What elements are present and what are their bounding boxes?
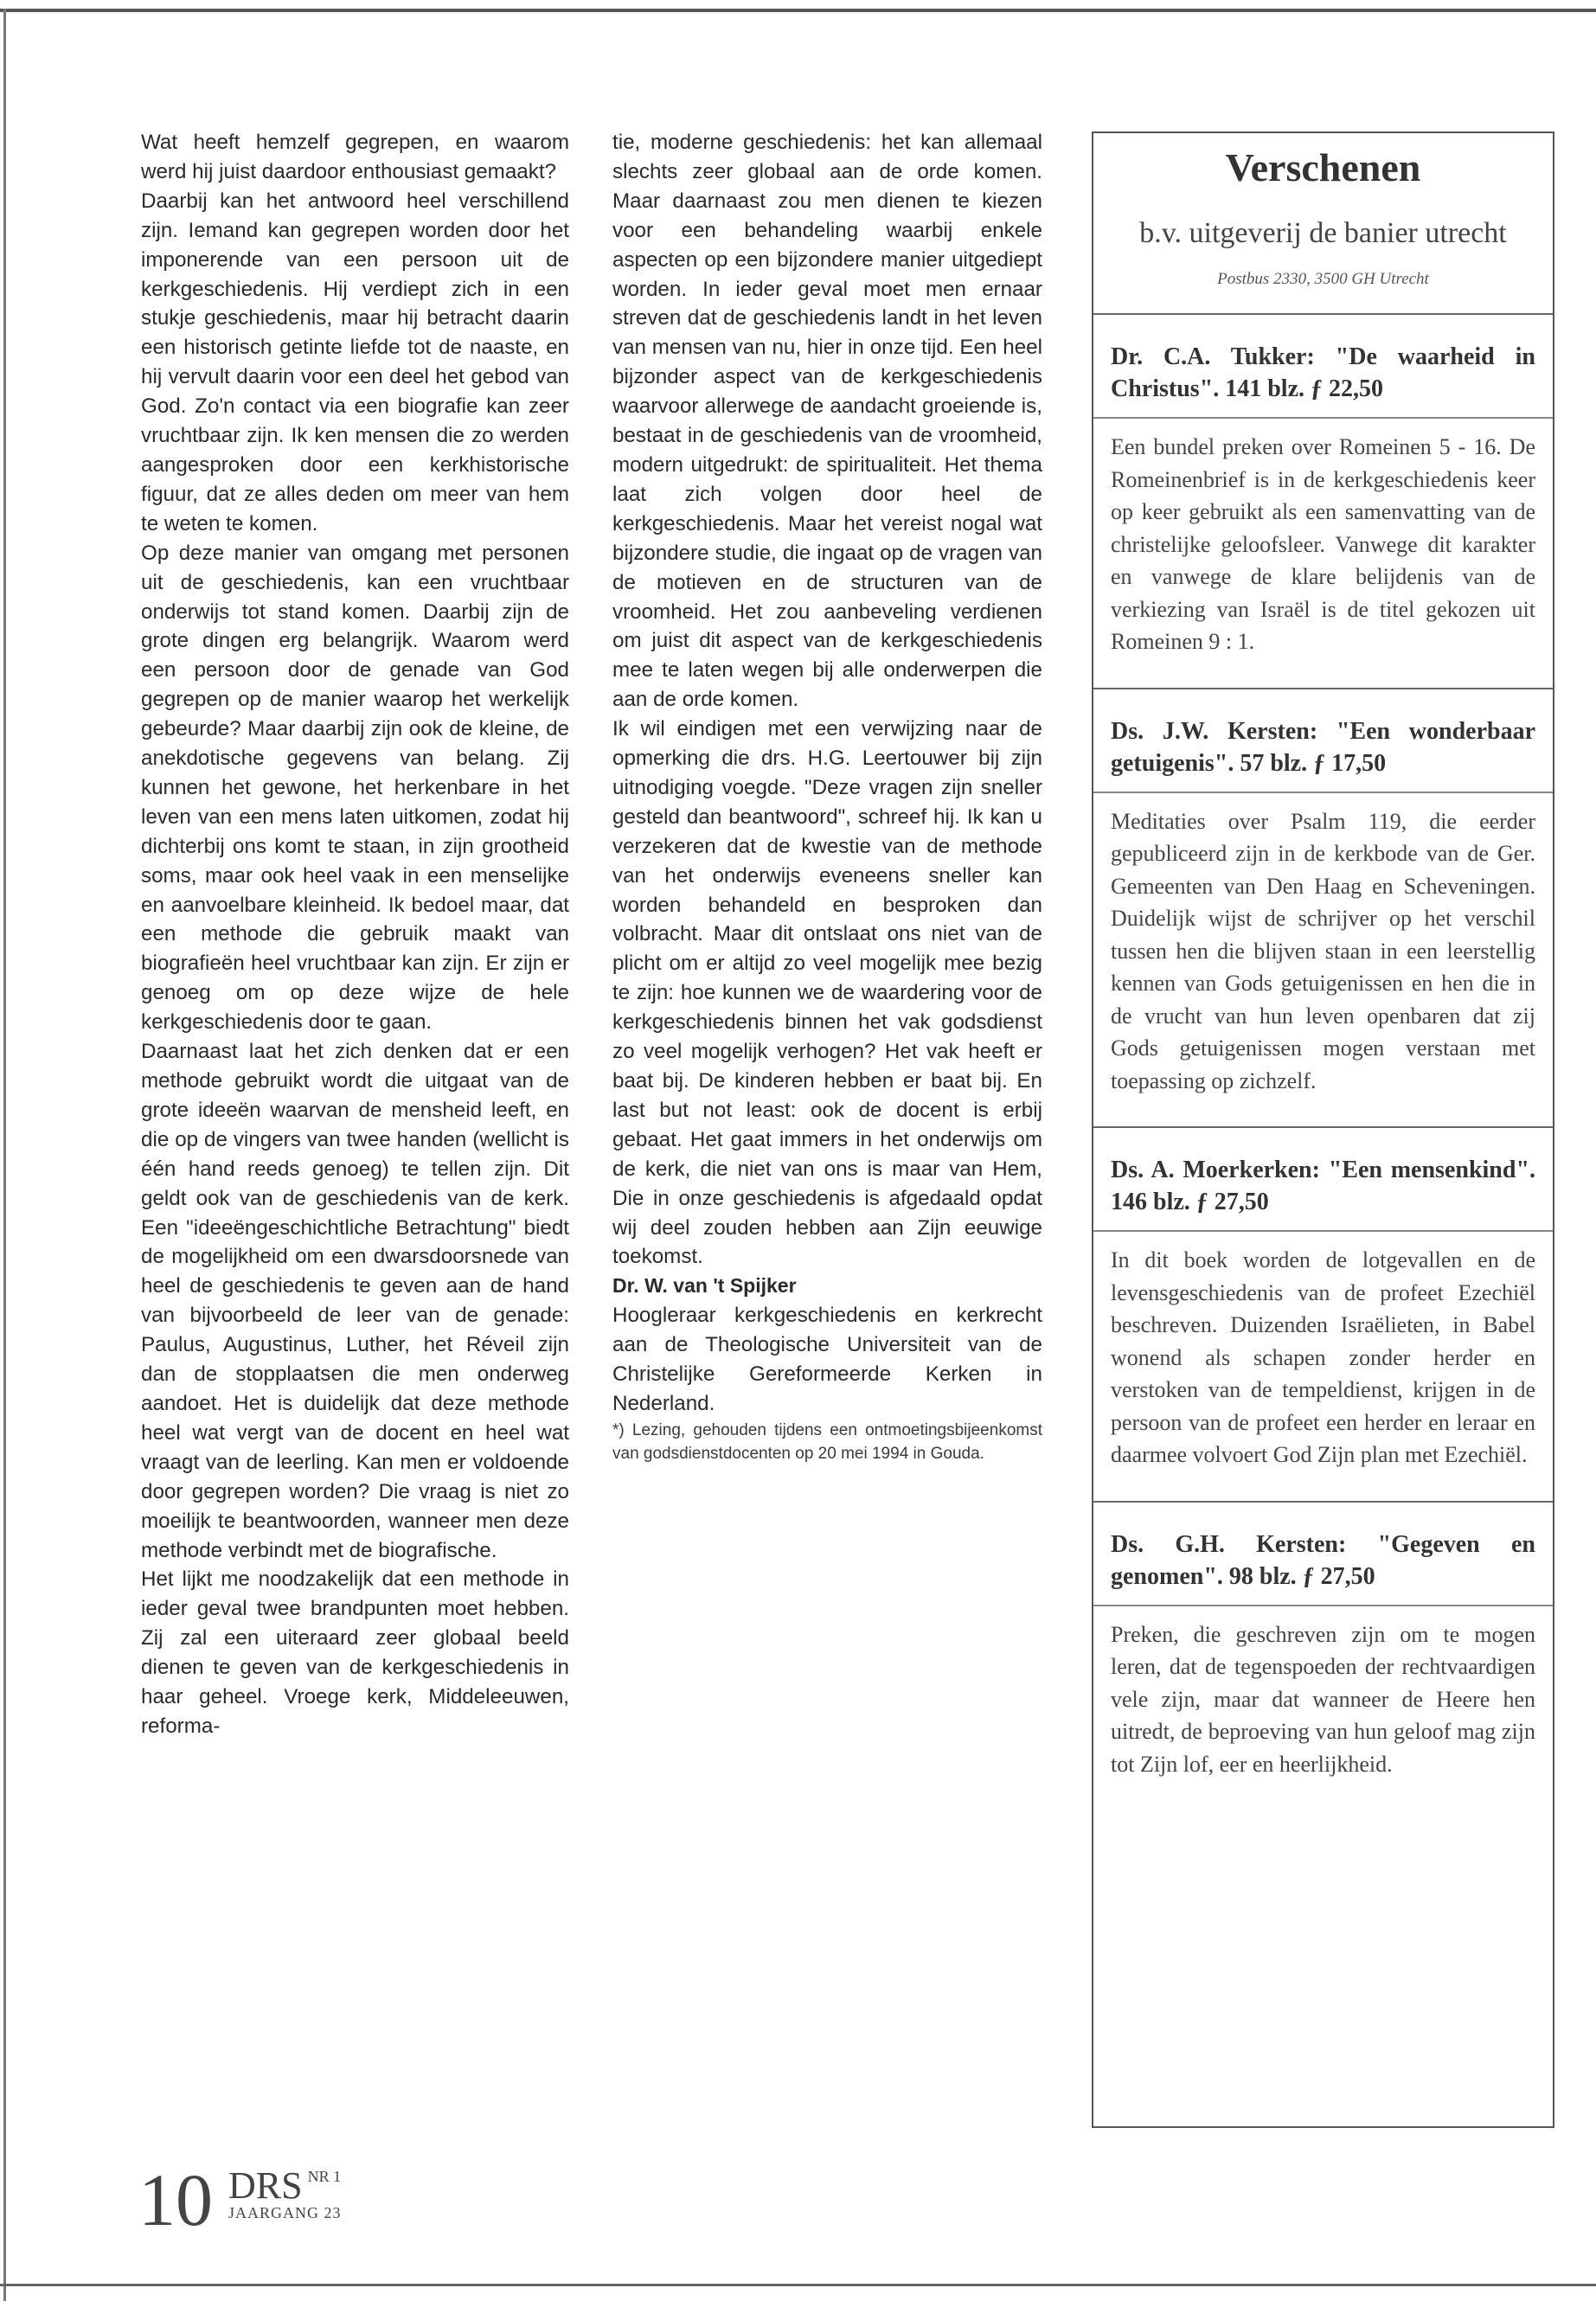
paragraph: Het lijkt me noodzakelijk dat een methode in ieder geval twee brandpunten moet hebben. Zij zal een uiteraard zeer globaal beeld dienen te geven van de kerkgeschiedenis in haar geheel. Vroege kerk, Middeleeuwen, reforma- [141,1567,569,1738]
author-name: Dr. W. van 't Spijker [612,1274,797,1298]
book-entry [1093,688,1553,1103]
paragraph: Ik wil eindigen met een verwijzing naar de opmerking die drs. H.G. Leertouwer bij zijn uitnodiging voegde. "Deze vragen zijn sneller gesteld dan beantwoord", schreef hij. Ik kan u verzekeren dat de kwestie van de methode van het onderwijs eveneens sneller kan worden behandeld en besproken dan volbracht. Maar dit ontslaat ons niet van de plicht om er altijd zo veel mogelijk mee bezig te zijn: hoe kunnen we de waardering voor de kerkgeschiedenis binnen het vak godsdienst zo veel mogelijk verhogen? Het vak heeft er baat bij. De kinderen hebben er baat bij. En last but not least: ook de docent is erbij gebaat. Het gaat immers in het onderwijs om de kerk, die niet van ons is maar van Hem, Die in onze geschiedenis is afgedaald opdat wij deel zouden hebben aan Zijn eeuwige toekomst. [612,717,1042,1269]
publisher-name: b.v. uitgeverij de banier utrecht [1139,217,1507,249]
footnote: *) Lezing, gehouden tijdens een ontmoetingsbijeenkomst van godsdienstdocenten op 20 mei 1994 in Gouda. [612,1420,1042,1463]
book-description: Preken, die geschreven zijn om te mogen leren, dat de tegenspoeden der rechtvaardigen vele zijn, maar dat wanneer de Heere hen uitredt, de beproeving van hun geloof mag zijn tot Zijn lof, eer en heerlijkheid. [1111,1621,1535,1777]
publisher-sidebar [1092,131,1554,2128]
article-column-2 [612,128,1042,1465]
magazine-mark [228,2164,342,2222]
sidebar-title: Verschenen [1225,145,1421,189]
book-heading: Ds. J.W. Kersten: "Een wonderbaar getuigenis". 57 blz. ƒ 17,50 [1093,689,1553,793]
magazine-name: DRS [228,2164,303,2207]
paragraph: Wat heeft hemzelf gegrepen, en waarom werd hij juist daardoor enthousiast gemaakt? [141,131,569,183]
page-folio [138,2158,342,2241]
page-number: 10 [138,2158,213,2241]
page-bottom-rule [0,2284,1596,2286]
book-entry [1093,1126,1553,1477]
issue-number: NR 1 [307,2168,342,2185]
book-description: In dit boek worden de lotgevallen en de levensgeschiedenis van de profeet Ezechiël beschreven. Duizenden Israëlieten, in Babel wonend als schapen zonder herder en verstoken van de tempeldienst, krijgen in de persoon van de profeet een herder en leraar en daarmee volvoert God Zijn plan met Ezechiël. [1111,1247,1535,1467]
book-entry [1093,313,1553,663]
book-description: Een bundel preken over Romeinen 5 - 16. De Romeinenbrief is in de kerkgeschiedenis keer op keer gebruikt als een samenvatting van de christelijke geloofsleer. Vanwege dit karakter en vanwege de klare belijdenis van de verkiezing van Israël is de titel gekozen uit Romeinen 9 : 1. [1111,434,1535,654]
paragraph: tie, moderne geschiedenis: het kan allemaal slechts zeer globaal aan de orde komen. Maar daarnaast zou men dienen te kiezen voor een behandeling waarbij enkele aspecten op een bijzondere manier uitgediept worden. In ieder geval moet men ernaar streven dat de geschiedenis landt in het leven van mensen van nu, hier in onze tijd. Een heel bijzonder aspect van de kerkgeschiedenis waarvoor allerwege de aandacht groeiende is, bestaat in de geschiedenis van de vroomheid, modern uitgedrukt: de spiritualiteit. Het thema laat zich volgen door heel de kerkgeschiedenis. Maar het vereist nogal wat bijzondere studie, die ingaat op de vragen van de motieven en de structuren van de vroomheid. Het zou aanbeveling verdienen om juist dit aspect van de kerkgeschiedenis mee te laten wegen bij alle onderwerpen die aan de orde komen. [612,131,1042,712]
book-description: Meditaties over Psalm 119, die eerder gepubliceerd zijn in de kerkbode van de Ger. Gemeenten van Den Haag en Scheveningen. Duidelijk wijst de schrijver op het verschil tussen hen die blijven staan in een leerstellig kennen van Gods getuigenissen en hen die in de vrucht van hun leven openbaren dat zij Gods getuigenissen mogen verstaan met toepassing op zichzelf. [1111,808,1535,1093]
page-left-edge [3,9,6,2301]
book-entry [1093,1501,1553,1786]
author-role: Hoogleraar kerkgeschiedenis en kerkrecht aan de Theologische Universiteit van de Christelijke Gereformeerde Kerken in Nederland. [612,1304,1042,1415]
page-top-rule [0,9,1596,12]
book-heading: Dr. C.A. Tukker: "De waarheid in Christus". 141 blz. ƒ 22,50 [1093,315,1553,419]
paragraph: Daarbij kan het antwoord heel verschillend zijn. Iemand kan gegrepen worden door het imponerende van een persoon uit de kerkgeschiedenis. Hij verdiept zich in een stukje geschiedenis, maar hij betracht daarin een historisch getinte liefde tot de naaste, en hij vervult daarin voor een deel het gebod van God. Zo'n contact via een biografie kan zeer vruchtbaar zijn. Ik ken mensen die zo werden aangesproken door een kerkhistorische figuur, dat ze alles deden om meer van hem te weten te komen. [141,189,569,535]
publisher-address: Postbus 2330, 3500 GH Utrecht [1217,270,1429,288]
book-heading: Ds. G.H. Kersten: "Gegeven en genomen". 98 blz. ƒ 27,50 [1093,1503,1553,1606]
volume-label: JAARGANG 23 [228,2204,342,2221]
article-column-1 [141,128,569,1741]
paragraph: Op deze manier van omgang met personen uit de geschiedenis, kan een vruchtbaar onderwijs tot stand komen. Daarbij zijn de grote dingen erg belangrijk. Waarom werd een persoon door de genade van God gegrepen op de manier waarop het werkelijk gebeurde? Maar daarbij zijn ook de kleine, de anekdotische gegevens van belang. Zij kunnen het gewone, het herkenbare in het leven van een mens laten uitkomen, zodat hij dichterbij ons komt te staan, in zijn grootheid soms, maar ook heel vaak in een menselijke en aanvoelbare kleinheid. Ik bedoel maar, dat een methode die gebruik maakt van biografieën heel vruchtbaar kan zijn. Er zijn er genoeg om op deze wijze de hele kerkgeschiedenis door te gaan. [141,541,569,1035]
book-heading: Ds. A. Moerkerken: "Een mensenkind". 146 blz. ƒ 27,50 [1093,1128,1553,1232]
paragraph: Daarnaast laat het zich denken dat er een methode gebruikt wordt die uitgaat van de grote ideeën waarvan de mensheid leeft, en die op de vingers van twee handen (wellicht is één hand reeds genoeg) te tellen zijn. Dit geldt ook van de geschiedenis van de kerk. Een "ideeëngeschichtliche Betrachtung" biedt de mogelijkheid om een dwarsdoorsnede van heel de geschiedenis te geven aan de hand van bijvoorbeeld de leer van de genade: Paulus, Augustinus, Luther, het Réveil zijn dan de stopplaatsen die men onderweg aandoet. Het is duidelijk dat deze methode heel wat vergt van de docent en heel wat vraagt van de leerling. Kan men er voldoende door gegrepen worden? Die vraag is niet zo moeilijk te beantwoorden, wanneer men deze methode verbindt met de biografische. [141,1040,569,1562]
